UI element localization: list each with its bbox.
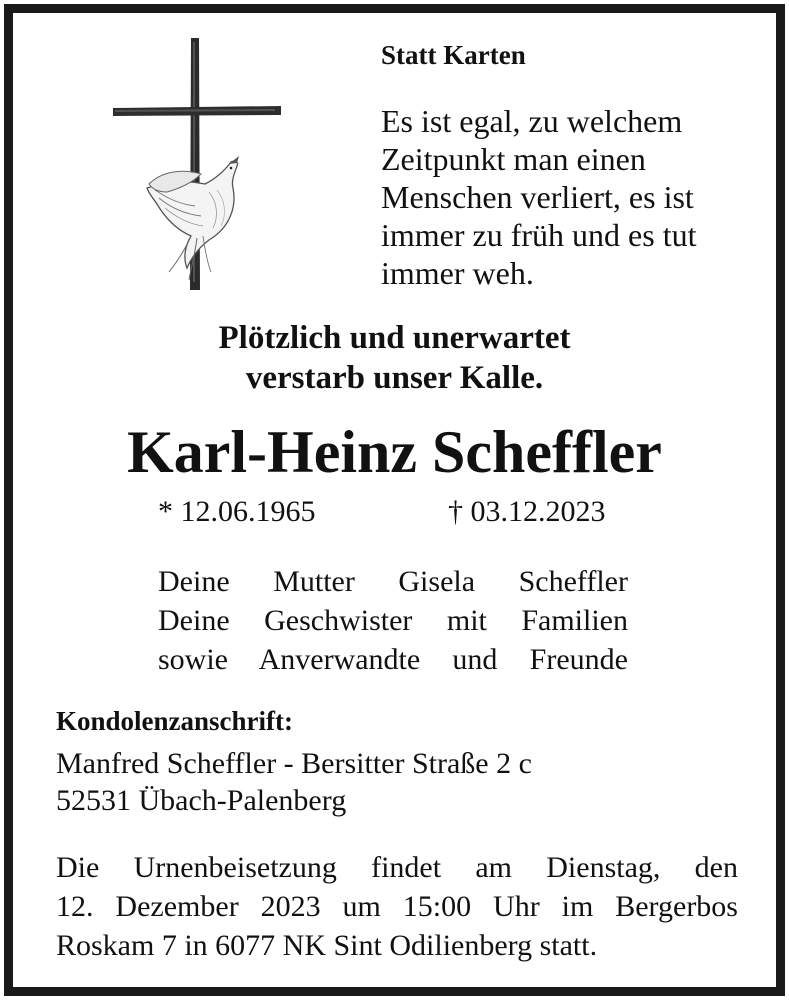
quote-line: immer weh. [381, 255, 534, 291]
quote-line: Zeitpunkt man einen [381, 141, 646, 177]
mourner-line: Deine Mutter Gisela Scheffler [158, 565, 628, 598]
quote-line: immer zu früh und es tut [381, 217, 697, 253]
condolence-address [56, 745, 532, 819]
birth-date: * 12.06.1965 [158, 495, 316, 528]
funeral-line: Die Urnenbeisetzung findet am Dienstag, den [56, 851, 738, 884]
death-announcement [0, 318, 789, 398]
quote-line: Menschen verliert, es ist [381, 179, 694, 215]
mourner-line: Deine Geschwister mit Familien [158, 604, 628, 637]
memorial-quote [381, 102, 696, 292]
announcement-line: verstarb unser Kalle. [245, 360, 544, 396]
funeral-notice [56, 848, 738, 965]
condolence-title: Kondolenzanschrift: [56, 706, 294, 736]
address-line: Manfred Scheffler - Bersitter Straße 2 c [56, 747, 532, 780]
funeral-line: 12. Dezember 2023 um 15:00 Uhr im Bergerbos [56, 890, 738, 923]
deceased-name: Karl-Heinz Scheffler [127, 419, 662, 485]
announcement-line: Plötzlich und unerwartet [218, 320, 571, 356]
funeral-line: Roskam 7 in 6077 NK Sint Odilienberg statt. [56, 929, 598, 962]
statt-karten-label: Statt Karten [381, 40, 526, 70]
quote-line: Es ist egal, zu welchem [381, 103, 683, 139]
mourner-line: sowie Anverwandte und Freunde [158, 643, 628, 676]
address-line: 52531 Übach-Palenberg [56, 784, 347, 817]
cross-with-dove-icon [105, 32, 285, 294]
mourners-list [158, 562, 628, 679]
death-date: † 03.12.2023 [448, 495, 606, 528]
